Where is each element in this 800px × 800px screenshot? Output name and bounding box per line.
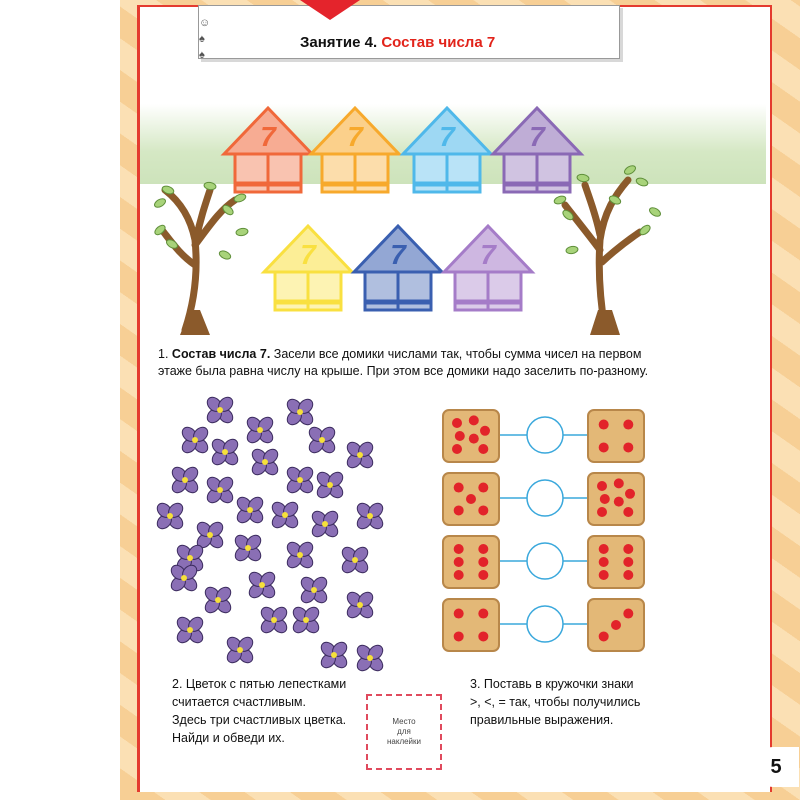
pip	[478, 505, 488, 515]
flower-center	[187, 555, 193, 561]
sticker-text: для	[397, 727, 411, 736]
violet-flower	[232, 532, 263, 563]
task3-line: >, <, = так, чтобы получились	[470, 695, 641, 709]
answer-circle	[527, 417, 563, 453]
house	[311, 108, 399, 192]
task1-title: Состав числа 7.	[171, 347, 271, 361]
pip	[478, 609, 488, 619]
flower-center	[311, 587, 317, 593]
house	[264, 226, 352, 310]
pip	[614, 478, 624, 488]
task1-number: 1.	[158, 347, 169, 361]
pip	[452, 444, 462, 454]
task1-text: Засели все домики числами так, чтобы сумма чисел на первом	[273, 347, 642, 361]
violet-flower	[209, 436, 240, 467]
flower-center	[192, 437, 198, 443]
pip	[623, 420, 633, 430]
page-number: 5	[753, 747, 799, 787]
violet-flower	[258, 604, 289, 635]
pip	[466, 494, 476, 504]
pip	[625, 489, 635, 499]
violet-flower	[179, 424, 210, 455]
flower-center	[331, 652, 337, 658]
pip	[599, 570, 609, 580]
violet-flower	[269, 499, 300, 530]
answer-circle	[527, 543, 563, 579]
violet-flower	[298, 574, 329, 605]
violet-flower	[234, 494, 265, 525]
violet-flower	[249, 446, 280, 477]
sticker-placeholder	[366, 694, 442, 770]
pip	[623, 557, 633, 567]
lesson-label: Занятие 4.	[300, 34, 378, 51]
sticker-text: наклейки	[386, 737, 421, 746]
hat-icon: ♠	[199, 33, 205, 45]
pip	[469, 415, 479, 425]
flower-center	[297, 552, 303, 558]
pip	[480, 426, 490, 436]
violet-flower	[284, 396, 315, 427]
flower-center	[271, 617, 277, 623]
flower-center	[357, 452, 363, 458]
pip	[478, 483, 488, 493]
flower-center	[367, 655, 373, 661]
pip	[600, 494, 610, 504]
pip	[454, 505, 464, 515]
flower-center	[319, 437, 325, 443]
pip	[623, 442, 633, 452]
violet-flower	[169, 464, 200, 495]
flower-center	[357, 602, 363, 608]
flower-center	[215, 597, 221, 603]
pip	[599, 544, 609, 554]
wooden-die	[588, 536, 644, 588]
pip	[454, 631, 464, 641]
task1-line1	[158, 345, 641, 363]
wooden-die	[588, 410, 644, 462]
dice-row	[443, 599, 644, 651]
flower-center	[257, 427, 263, 433]
pip	[452, 418, 462, 428]
violet-flower	[284, 539, 315, 570]
house	[493, 108, 581, 192]
violet-flower	[354, 500, 385, 531]
pip	[454, 570, 464, 580]
pip	[454, 609, 464, 619]
violet-flower	[204, 474, 235, 505]
flower-center	[367, 513, 373, 519]
pip	[478, 631, 488, 641]
pip	[454, 483, 464, 493]
task1-line2: этаже была равна числу на крыше. При этом все домики надо заселить по-разному.	[158, 364, 649, 378]
pip	[455, 431, 465, 441]
house	[354, 226, 442, 310]
violet-flower	[204, 394, 235, 425]
task2-line: считается счастливым.	[172, 695, 306, 709]
roof-number: 7	[529, 121, 545, 152]
roof-number: 7	[439, 121, 455, 152]
roof-number: 7	[390, 239, 406, 270]
violet-flower	[154, 500, 185, 531]
roof-number: 7	[347, 121, 363, 152]
flower-center	[181, 575, 187, 581]
flower-center	[217, 487, 223, 493]
flower-center	[322, 521, 328, 527]
flower-center	[182, 477, 188, 483]
violet-flower	[246, 569, 277, 600]
violet-flower	[202, 584, 233, 615]
pip	[469, 434, 479, 444]
wooden-die	[443, 599, 499, 651]
flower-center	[282, 512, 288, 518]
flower-center	[262, 459, 268, 465]
pip	[478, 544, 488, 554]
violet-flower	[344, 439, 375, 470]
wooden-die	[443, 536, 499, 588]
violet-flower	[314, 469, 345, 500]
tree-left	[153, 182, 248, 335]
flower-center	[217, 407, 223, 413]
pip	[478, 557, 488, 567]
violet-flower	[354, 642, 385, 673]
roof-number: 7	[260, 121, 276, 152]
flower-center	[207, 532, 213, 538]
houses-group	[224, 108, 581, 310]
pip	[611, 620, 621, 630]
flowers-group	[154, 394, 385, 673]
flower-center	[297, 409, 303, 415]
pip	[599, 420, 609, 430]
flower-center	[297, 477, 303, 483]
pip	[599, 442, 609, 452]
violet-flower	[290, 604, 321, 635]
pip	[623, 544, 633, 554]
sticker-text: Место	[392, 717, 416, 726]
pip	[599, 631, 609, 641]
pip	[614, 497, 624, 507]
flower-center	[247, 507, 253, 513]
pip	[597, 481, 607, 491]
pip	[454, 557, 464, 567]
violet-flower	[339, 544, 370, 575]
house	[224, 108, 312, 192]
flower-center	[352, 557, 358, 563]
violet-flower	[309, 508, 340, 539]
dice-row	[443, 536, 644, 588]
flower-center	[222, 449, 228, 455]
pip	[597, 507, 607, 517]
flower-center	[259, 582, 265, 588]
pip	[478, 444, 488, 454]
pip	[599, 557, 609, 567]
violet-flower	[318, 639, 349, 670]
task3-line: правильные выражения.	[470, 713, 614, 727]
flower-center	[187, 627, 193, 633]
roof-number: 7	[300, 239, 316, 270]
pip	[454, 544, 464, 554]
dice-group	[443, 410, 644, 651]
violet-flower	[306, 424, 337, 455]
roof-number: 7	[480, 239, 496, 270]
task3-line: 3. Поставь в кружочки знаки	[470, 677, 634, 691]
house	[403, 108, 491, 192]
task2-text	[172, 675, 346, 747]
task2-line: Найди и обведи их.	[172, 731, 285, 745]
task2-line: 2. Цветок с пятью лепестками	[172, 677, 347, 691]
flower-center	[303, 617, 309, 623]
flower-center	[237, 647, 243, 653]
pip	[623, 570, 633, 580]
student-icon: ☺	[199, 17, 211, 29]
violet-flower	[344, 589, 375, 620]
pip	[623, 507, 633, 517]
flower-center	[245, 545, 251, 551]
task3-text	[470, 675, 640, 729]
flower-center	[167, 513, 173, 519]
violet-flower	[244, 414, 275, 445]
pip	[623, 609, 633, 619]
violet-flower	[224, 634, 255, 665]
house	[444, 226, 532, 310]
answer-circle	[527, 606, 563, 642]
dice-row	[443, 410, 644, 462]
dice-row	[443, 473, 644, 525]
hat-icon: ♠	[199, 49, 205, 61]
violet-flower	[174, 614, 205, 645]
answer-circle	[527, 480, 563, 516]
lesson-topic: Состав числа 7	[381, 34, 496, 51]
flower-center	[327, 482, 333, 488]
task2-line: Здесь три счастливых цветка.	[172, 713, 347, 727]
pip	[478, 570, 488, 580]
violet-flower	[284, 464, 315, 495]
